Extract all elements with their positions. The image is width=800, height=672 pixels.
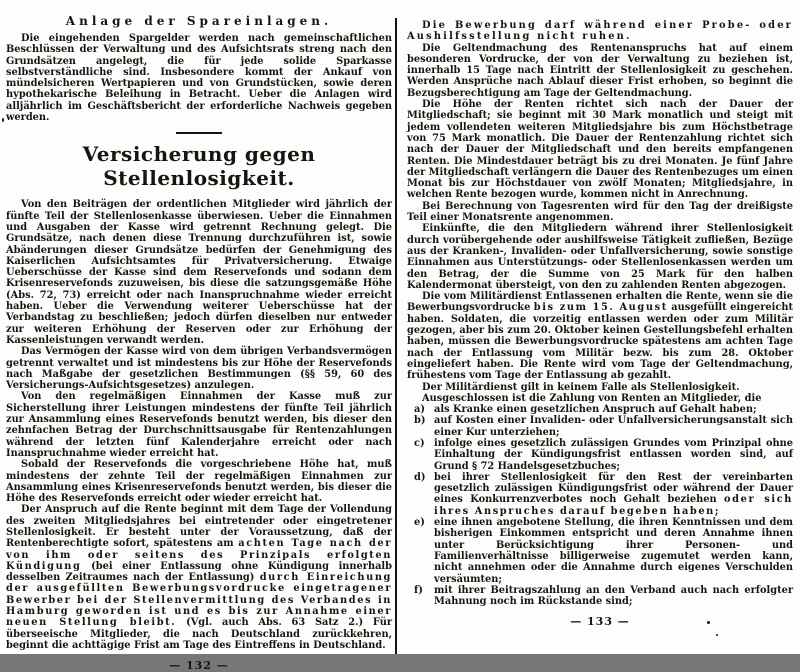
paragraph: Von den regelmäßigen Einnahmen der Kasse muß zur Sicherstellung ihrer Leistungen mindestens der fünfte Teil jährlich zur Ansammlung eines Reservefonds benutzt werden, bis dieser den zehnfachen Betrag der Durchschnittsausgabe für Rentenzahlungen während der letzten fünf Kalenderjahre erreicht oder nach Inanspruchnahme wieder erreicht hat. — [6, 391, 392, 459]
list-item-label: f) — [414, 584, 423, 596]
paragraph: Einkünfte, die den Mitgliedern während ihrer Stellenlosigkeit durch vorübergehende oder aushilfsweise Tätigkeit zufließen, Bezüge aus der Kranken-, Invaliden- oder Unfallversicherung, sowie sonstige Einnahmen aus Unterstützungs- oder Stellenlosenkassen werden um den Betrag, der die Summe von 25 Mark für den halben Kalendermonat übersteigt, von den zu zahlenden Renten abgezogen. — [407, 223, 793, 291]
paragraph-spareinlagen: Die eingehenden Spargelder werden nach gemeinschaftlichen Beschlüssen der Verwaltung und des Aufsichtsrats streng nach den Grundsätzen angelegt, die für jede solide Sparkasse selbstverständliche sind. Insbesondere kommt der Ankauf von mündelsicheren Wertpapieren und von Grundstücken, sowie deren hypothekarische Beleihung in Betracht. Ueber die Anlagen wird alljährlich im Geschäftsbericht der erforderliche Nachweis gegeben werden. — [6, 33, 392, 124]
page-number-left: — 132 — — [169, 659, 229, 672]
list-item-label: e) — [414, 517, 425, 529]
list-item-label: a) — [414, 404, 425, 416]
page-number-right: — 133 — — [570, 615, 630, 629]
list-item: c) infolge eines gesetzlich zulässigen Grundes vom Prinzipal ohne Einhaltung der Kündigungsfrist entlassen worden sind, auf Grund § 72 Handelsgesetzbuches; — [414, 437, 793, 472]
paragraph: Die Höhe der Renten richtet sich nach der Dauer der Mitgliedschaft; sie beginnt mit 30 Mark monatlich und steigt mit jedem vollendeten weiteren Mitgliedsjahre bis zum Höchstbetrage von 75 Mark monatlich. Die Dauer der Rentenzahlung richtet sich nach der Dauer der Mitgliedschaft und den bereits empfangenen Renten. Die Mindestdauer beträgt bis zu drei Monaten. Je fünf Jahre der Mitgliedschaft verlängern die Dauer des Rentenbezuges um einen Monat bis zur Höchstdauer von zwölf Monaten; Mitgliedsjahre, in welchen Rente bezogen wurde, kommen nicht in Anrechnung. — [407, 99, 793, 201]
list-item: b) auf Kosten einer Invaliden- oder Unfallversicherungsanstalt sich einer Kur unterziehen; — [414, 415, 793, 438]
paragraph-militaerdienst: Der Militärdienst gilt in keinem Falle als Stellenlosigkeit. — [422, 381, 740, 393]
list-item: f) mit ihrer Beitragszahlung an den Verband auch nach erfolgter Mahnung noch im Rückstande sind; — [414, 584, 793, 608]
chapter-heading-versicherung: Versicherung gegen Stellenlosigkeit. — [82, 142, 316, 191]
list-item: a) als Kranke einen gesetzlichen Anspruch auf Gehalt haben; — [414, 404, 757, 416]
scan-speckle — [716, 634, 718, 636]
scan-speckle — [2, 118, 4, 122]
page-right — [407, 0, 793, 628]
paragraph: Der Anspruch auf die Rente beginnt mit dem Tage der Vollendung des zweiten Mitgliedsjahres bei eintretender oder eingetretener Stellenlosigkeit. Er besteht unter der Voraussetzung, daß der Rentenberechtigte sofort, spätestens am achten Tage nach der von ihm oder seitens des Prinzipals erfolgten Kündigung (bei einer Entlassung ohne Kündigung innerhalb desselben Zeitraumes nach der Entlassung) durch Einreichung der ausgefüllten Bewerbungsvordrucke eingetragener Bewerber bei der Stellenvermittlung des Verbandes in Hamburg geworden ist und es bis zur Annahme einer neuen Stellung bleibt. (Vgl. auch Abs. 63 Satz 2.) Für überseeische Mitglieder, die nach Deutschland zurückkehren, beginnt die achttägige Frist am Tage des Eintreffens in Deutschland. — [6, 504, 393, 651]
paragraph: Sobald der Reservefonds die vorgeschriebene Höhe hat, muß mindestens der zehnte Teil der regelmäßigen Einnahmen zur Ansammlung eines Krisenreservefonds benutzt werden, bis dieser die Höhe des Reservefonds erreicht oder wieder erreicht hat. — [6, 459, 392, 505]
list-item: e) eine ihnen angebotene Stellung, die ihren Kenntnissen und dem bisherigen Einkommen entspricht und deren Annahme ihnen unter Berücksichtigung ihrer Personen- und Familienverhältnisse billigerweise zugemutet werden kann, nicht annehmen oder die Annahme durch eigenes Verschulden versäumten; — [414, 517, 793, 585]
list-intro: Ausgeschlossen ist die Zahlung von Renten an Mitglieder, die — [422, 392, 762, 404]
page-gutter-shadow — [395, 18, 397, 654]
list-item-label: b) — [414, 415, 426, 427]
paragraph: Von den Beiträgen der ordentlichen Mitglieder wird jährlich der fünfte Teil der Stellenlosenkasse überwiesen. Ueber die Einnahmen und Ausgaben der Kasse wird getrennt Rechnung gelegt. Die Grundsätze, nach denen diese Trennung durchzuführen ist, sowie Abänderungen dieser Grundsätze bedürfen der Genehmigung des Kaiserlichen Aufsichtsamtes für Privatversicherung. Etwaige Ueberschüsse der Kasse sind dem Reservefonds und sodann dem Krisenreservefonds zuzuweisen, bis diese die satzungsgemäße Höhe (Abs. 72, 73) erreicht oder nach Inanspruchnahme wieder erreicht haben. Ueber die Verwendung weiterer Ueberschüsse hat der Verbandstag zu beschließen; jedoch dürfen dieselben nur entweder zur weiteren Erhöhung der Reserven oder zur Erhöhung der Kassenleistungen verwandt werden. — [6, 199, 392, 346]
scan-speckle — [707, 621, 710, 624]
list-item-label: d) — [414, 471, 426, 483]
page-left — [6, 0, 392, 672]
paragraph: Die vom Militärdienst Entlassenen erhalten die Rente, wenn sie die Bewerbungsvordrucke bis zum 15. August ausgefüllt eingereicht haben. Soldaten, die vorzeitig entlassen werden oder zum Militär gezogen, aber bis zum 20. Oktober keinen Gestellungsbefehl erhalten haben, müssen die Bewerbungsvordrucke spätestens am achten Tage nach der Entlassung vom Militär bezw. bis zum 28. Oktober eingeliefert haben. Die Rente wird vom Tage der Geltendmachung, frühestens vom Tage der Entlassung ab gezahlt. — [407, 291, 793, 382]
paragraph: Die Geltendmachung des Rentenanspruchs hat auf einem besonderen Vordrucke, der von der Verwaltung zu beziehen ist, innerhalb 15 Tage nach Eintritt der Stellenlosigkeit zu geschehen. Werden Ansprüche nach Ablauf dieser Frist erhoben, so beginnt die Bezugsberechtigung am Tage der Geltendmachung. — [407, 42, 793, 99]
list-item: d) bei ihrer Stellenlosigkeit für den Rest der vereinbarten gesetzlich zulässigen Kündigungsfrist oder während der Dauer eines Konkurrenzverbotes noch Gehalt beziehen oder sich ihres Anspruches darauf begeben haben; — [414, 471, 793, 517]
list-item-label: c) — [414, 437, 425, 449]
paragraph-bewerbung-lead: Die Bewerbung darf während einer Probe- oder Aushilfsstellung nicht ruhen. — [407, 20, 793, 43]
section-divider-rule — [176, 132, 222, 134]
paragraph: Das Vermögen der Kasse wird von dem übrigen Verbandsvermögen getrennt verwaltet und ist mindestens bis zur Höhe der Reservefonds nach Maßgabe der gesetzlichen Bestimmungen (§§ 59, 60 des Versicherungs-Aufsichtsgesetzes) anzulegen. — [6, 346, 392, 392]
section-heading-spareinlagen: Anlage der Spareinlagen. — [65, 14, 333, 28]
paragraph: Bei Berechnung von Tagesrenten wird für den Tag der dreißigste Teil einer Monatsrente angenommen. — [407, 200, 793, 224]
